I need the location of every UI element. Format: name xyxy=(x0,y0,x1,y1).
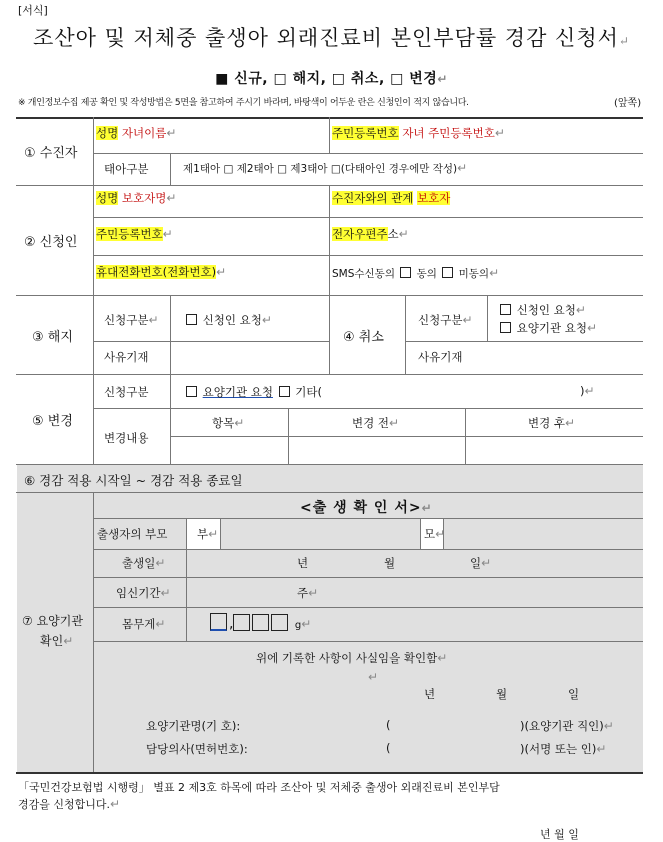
sms-disagree-checkbox[interactable] xyxy=(442,267,453,278)
change-content-label: 변경내용 xyxy=(104,431,149,445)
form-tag: [서식] xyxy=(18,4,48,17)
revoke-reason-label: 사유기재 xyxy=(418,350,463,364)
applicant-rrn-field[interactable]: 주민등록번호↵ xyxy=(96,227,173,241)
footer-statement-2: 경감을 신청합니다.↵ xyxy=(18,797,121,811)
doctor-label: 담당의사(면허번호): xyxy=(146,742,248,756)
fetus-type-label: 태아구분 xyxy=(104,162,149,176)
birthdate-year[interactable]: 년 xyxy=(297,556,309,570)
institution-seal: )(요양기관 직인)↵ xyxy=(520,719,614,733)
cancel-type-label: 신청구분↵ xyxy=(104,313,159,327)
relation-field[interactable]: 수진자와의 관계 보호자 xyxy=(332,191,451,205)
applicant-section-label: ② 신청인 xyxy=(24,235,78,250)
birth-confirmation-title: <출 생 확 인 서>↵ xyxy=(300,500,433,516)
sms-agree-checkbox[interactable] xyxy=(400,267,411,278)
revoke-section-label: ④ 취소 xyxy=(343,330,384,345)
sms-consent[interactable]: SMS수신동의 동의 미동의↵ xyxy=(332,266,500,280)
footer-statement: 「국민건강보험법 시행령」 별표 2 제3호 하목에 따라 조산아 및 저체중 출생아 외래진료비 본인부담 xyxy=(18,781,500,794)
weight-input[interactable]: , g↵ xyxy=(210,613,311,632)
email-field[interactable]: 전자우편주소↵ xyxy=(332,227,409,241)
parents-label: 출생자의 부모 xyxy=(97,527,168,541)
gestation-weeks[interactable]: 주↵ xyxy=(297,586,319,600)
institution-section-label-2: 확인↵ xyxy=(40,634,74,648)
change-col-item: 항목↵ xyxy=(212,416,245,430)
blank-line: ↵ xyxy=(368,670,379,684)
cancel-type-option[interactable]: 신청인 요청↵ xyxy=(184,312,272,328)
application-type-options[interactable]: ■ 신규, □ 해지, □ 취소, □ 변경↵ xyxy=(215,71,448,87)
recipient-section-label: ① 수진자 xyxy=(24,146,78,161)
confirm-year[interactable]: 년 xyxy=(424,687,436,701)
revoke-type-label: 신청구분↵ xyxy=(418,313,473,327)
applicant-name-field[interactable]: 성명 보호자명↵ xyxy=(96,191,177,205)
phone-field[interactable]: 휴대전화번호(전화번호)↵ xyxy=(96,265,227,279)
father-label: 부↵ xyxy=(197,527,219,541)
footer-date[interactable]: 년 월 일 xyxy=(540,828,579,841)
fetus-type-options[interactable]: 제1태아 □ 제2태아 □ 제3태아 □(다태아인 경우에만 작성)↵ xyxy=(183,161,468,175)
birthdate-label: 출생일↵ xyxy=(122,556,166,570)
notice-text: ※ 개인정보수집 제공 확인 및 작성방법은 5면을 참고하여 주시기 바라며, 바탕색이 어두운 란은 신청인이 적지 않습니다. xyxy=(18,98,469,108)
recipient-name-field[interactable]: 성명 자녀이름↵ xyxy=(96,126,177,140)
period-label: ⑥ 경감 적용 시작일 ~ 경감 적용 종료일 xyxy=(24,473,243,488)
institution-name-label: 요양기관명(기 호): xyxy=(146,719,241,733)
doctor-signature: )(서명 또는 인)↵ xyxy=(520,742,607,756)
confirm-statement: 위에 기록한 사항이 사실임을 확인함↵ xyxy=(256,651,448,665)
birthdate-month[interactable]: 월 xyxy=(384,556,396,570)
confirm-month[interactable]: 월 xyxy=(496,687,508,701)
mother-label: 모↵ xyxy=(424,527,446,541)
cancel-reason-label: 사유기재 xyxy=(104,350,149,364)
revoke-option-applicant[interactable]: 신청인 요청↵ xyxy=(498,302,586,318)
front-page-label: (앞쪽) xyxy=(614,98,642,109)
change-col-after: 변경 후↵ xyxy=(528,416,576,430)
change-col-before: 변경 전↵ xyxy=(352,416,400,430)
institution-name-open[interactable]: ( xyxy=(386,718,391,732)
cancel-section-label: ③ 해지 xyxy=(32,330,73,345)
revoke-option-institution[interactable]: 요양기관 요청↵ xyxy=(498,320,597,336)
birthdate-day[interactable]: 일↵ xyxy=(470,556,492,570)
recipient-rrn-field[interactable]: 주민등록번호 자녀 주민등록번호↵ xyxy=(332,126,505,140)
weight-label: 몸무게↵ xyxy=(122,617,166,631)
change-type-options[interactable]: 요양기관 요청 기타( xyxy=(184,384,322,400)
confirm-day[interactable]: 일 xyxy=(568,687,580,701)
gestation-label: 임신기간↵ xyxy=(116,586,171,600)
page-title: 조산아 및 저체중 출생아 외래진료비 본인부담률 경감 신청서↵ xyxy=(33,26,630,50)
doctor-open[interactable]: ( xyxy=(386,741,391,755)
institution-section-label: ⑦ 요양기관 xyxy=(22,614,83,628)
change-section-label: ⑤ 변경 xyxy=(32,414,73,429)
change-type-label: 신청구분 xyxy=(104,385,149,399)
change-other-close: )↵ xyxy=(580,384,595,398)
